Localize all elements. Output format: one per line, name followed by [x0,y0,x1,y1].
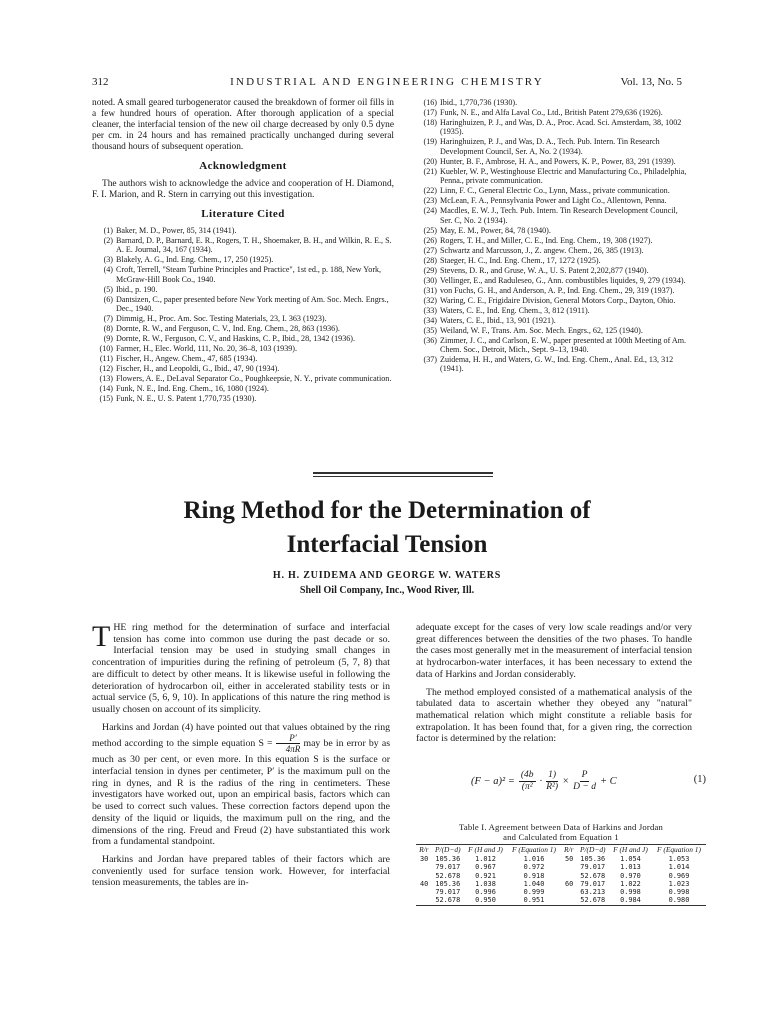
reference-number: (32) [423,295,437,305]
harkins-text-b: may be in error by as much as 30 per cent, or even more. In this equation S is the surface or interfacial tension in dynes per centimeter, P′ is the maximum pull on the ring in dynes, and R is the radius of the ring in centimeters. These investigators have worked out, upon an empirical basis, factors which can be used to correct such values. These correction factors depend upon the density of the liquid or liquids, the maximum pull on the ring, and the dimensions of the ring. Freud and Freud (2) have substantiated this work from a fundamental standpoint. [92,738,391,848]
inline-fraction-num: P′ [276,733,301,744]
reference-item [416,226,692,235]
journal-name: INDUSTRIAL AND ENGINEERING CHEMISTRY [230,76,544,88]
table-row [416,855,706,863]
reference-item [92,374,394,383]
reference-number: (27) [423,245,437,255]
reference-number: (9) [103,334,113,344]
reference-item [416,296,692,305]
table-header-cell: F (H and J) [468,845,503,854]
reference-text: Barnard, D. P., Barnard, E. R., Rogers, T. H., Shoemaker, B. H., and Wilkin, R. E., S. A. E. Journal, 34, 167 (1934). [116,235,392,255]
table-caption-line-1: Table I. Agreement between Data of Harkins and Jordan [458,822,663,832]
reference-item [92,324,394,333]
reference-number: (12) [99,364,113,374]
reference-number: (2) [103,235,113,245]
article-left-column [92,622,390,895]
table-header-cell: F (H and J) [613,845,648,854]
reference-item [416,336,692,355]
reference-text: Baker, M. D., Power, 85, 314 (1941). [116,225,237,235]
reference-number: (26) [423,235,437,245]
reference-item [416,266,692,275]
article-divider [313,472,493,474]
table-cell [561,888,577,896]
reference-item [92,354,394,363]
table-cell: 60 [564,879,574,888]
reference-item [416,316,692,325]
reference-number: (21) [423,166,437,176]
reference-number: (16) [423,98,437,107]
table-1 [416,822,706,906]
table-cell [416,888,432,896]
reference-number: (31) [423,285,437,295]
reference-text: Linn, F. C., General Electric Co., Lynn, Mass., private communication. [440,186,670,196]
reference-number: (4) [103,265,113,275]
reference-text: Farmer, H., Elec. World, 111, No. 20, 36–8, 103 (1939). [116,344,298,354]
reference-item [92,265,394,284]
table-cell: 0.998 [668,888,690,897]
table-cell [416,863,432,871]
table-cell: 0.950 [475,896,496,905]
reference-number: (19) [423,137,437,147]
eq-dot: · [539,776,543,787]
table-cell: 1.022 [620,879,641,888]
table-header-cell: P/(D−d) [579,845,606,854]
table-cell: 105.36 [435,879,461,888]
table-cell: 79.017 [435,863,461,872]
eq-fraction-1: $\frac{(4b}{\text{(π²}}$ [520,770,534,792]
table-cell: 0.980 [668,896,690,905]
reference-text: Kuebler, W. P., Westinghouse Electric and Manufacturing Co., Philadelphia, Penna., private communication. [440,166,687,186]
reference-item [416,137,692,156]
table-header-cell: F (Equation 1) [512,845,556,854]
table-cell [561,896,577,904]
table-cell: 79.017 [580,879,606,888]
reference-text: Haringhuizen, P. J., and Was, D. A., Proc. Acad. Sci. Amsterdam, 38, 1002 (1935). [440,118,682,137]
reference-item [416,98,692,107]
reference-list-right [416,98,692,374]
reference-text: Staeger, H. C., Ind. Eng. Chem., 17, 1272 (1925). [440,255,601,265]
reference-item [92,295,394,314]
reference-text: Zimmer, J. C., and Carlson, E. W., paper presented at 100th Meeting of Am. Chem. Soc., Detroit, Mich., Sept. 9–13, 1940. [440,335,687,355]
table-row [416,888,706,896]
equation-1 [416,766,706,794]
reference-number: (10) [99,344,113,354]
table-cell: 52.678 [435,896,461,905]
reference-item [416,157,692,166]
reference-number: (18) [423,118,437,127]
table-row [416,872,706,880]
reference-text: Funk, N. E., Ind. Eng. Chem., 16, 1080 (1924). [116,384,269,394]
reference-item [416,355,692,374]
harkins-paragraph [92,722,390,848]
reference-text: Macdles, E. W. J., Tech. Pub. Intern. Tin Research Development Council, Ser. C, No. 2 (1934). [440,206,678,225]
reference-text: Dornte, R. W., and Ferguson, C. V., Ind. Eng. Chem., 28, 863 (1936). [116,324,340,334]
reference-number: (22) [423,186,437,196]
closing-paragraph: noted. A small geared turbogenerator caused the breakdown of former oil fills in a few hundred hours of operation. After thorough application of a special cleaner, the interfacial tension of the new oil charge decreased by only 0.5 dyne per cm. in 24 hours and has remained practically unchanged during several thousand hours of subsequent operation. [92,98,394,153]
reference-text: Dantsizen, C., paper presented before New York meeting of Am. Soc. Mech. Engrs., Dec., 1940. [116,294,389,314]
table-bottom-rule [416,905,706,906]
reference-number: (35) [423,325,437,335]
table-cell: 1.054 [620,855,641,863]
reference-item [92,384,394,393]
reference-number: (36) [423,335,437,345]
reference-item [416,246,692,255]
eq-fraction-2: $\frac{1)}{\text{R²)}}$ [546,770,559,792]
reference-number: (24) [423,206,437,216]
table-cell: 30 [420,855,429,863]
reference-item [416,306,692,315]
title-line-1: Ring Method for the Determination of [183,497,591,524]
reference-item [92,344,394,353]
reference-text: Dornte, R. W., Ferguson, C. V., and Haskins, C. P., Ibid., 28, 1342 (1936). [116,334,356,344]
reference-number: (3) [103,255,113,265]
table-cell: 63.213 [580,888,606,897]
reference-number: (29) [423,265,437,275]
table-cell: 105.36 [435,855,461,863]
reference-text: Dimmig, H., Proc. Am. Soc. Testing Materials, 23, I. 363 (1923). [116,314,327,324]
reference-number: (1) [103,225,113,235]
equation-number: (1) [693,774,706,785]
reference-number: (11) [99,354,113,364]
inline-fraction [276,733,301,754]
table-cell: 0.972 [523,863,545,872]
reference-number: (25) [423,225,437,235]
reference-number: (17) [423,108,437,117]
reference-number: (6) [103,294,113,304]
table-cell: 52.678 [580,871,606,880]
table-row [416,880,706,888]
table-cell [416,872,432,880]
table-caption [416,822,706,842]
table-cell: 1.013 [620,863,641,872]
eq-fraction-3: $\frac{P}{D - d}$ [573,770,596,792]
drop-cap: T [92,620,111,653]
reference-text: Funk, N. E., and Alfa Laval Co., Ltd., British Patent 279,636 (1926). [440,108,663,117]
reference-number: (30) [423,275,437,285]
reference-item [416,108,692,117]
table-cell: 0.967 [475,863,496,872]
reference-item [92,236,394,255]
title-line-2: Interfacial Tension [286,531,488,558]
reference-number: (8) [103,324,113,334]
literature-cited-heading: Literature Cited [201,207,285,220]
reference-item [92,314,394,323]
article-authors: H. H. ZUIDEMA AND GEORGE W. WATERS [272,570,502,581]
acknowledgment-text: The authors wish to acknowledge the advice and cooperation of H. Diamond, F. I. Marion, and R. Stern in carrying out this investigation. [92,178,394,200]
reference-text: May, E. M., Power, 84, 78 (1940). [440,225,551,235]
reference-item [92,394,394,403]
reference-text: Haringhuizen, P. J., and Was, D. A., Tech. Pub. Intern. Tin Research Development Council, Ser. A, No. 2 (1934). [440,137,660,156]
prev-article-left-column [92,98,394,404]
reference-item [416,256,692,265]
reference-text: Waring, C. E., Frigidaire Division, General Motors Corp., Dayton, Ohio. [440,295,676,305]
reference-text: Hunter, B. F., Ambrose, H. A., and Powers, K. P., Power, 83, 291 (1939). [440,156,676,166]
table-cell: 1.014 [668,863,690,872]
table-cell: 79.017 [435,888,461,897]
reference-item [416,186,692,195]
reference-item [92,364,394,373]
reference-item [416,196,692,205]
reference-number: (33) [423,305,437,315]
table-cell: 1.012 [475,855,496,863]
reference-number: (34) [423,315,437,325]
reference-text: Ibid., 1,770,736 (1930). [440,98,518,107]
table-cell: 40 [420,879,429,888]
reference-item [416,286,692,295]
equation-body [471,770,617,793]
volume-issue: Vol. 13, No. 5 [620,76,682,88]
table-caption-line-2: and Calculated from Equation 1 [503,832,619,842]
reference-item [92,255,394,264]
table-cell: 0.998 [620,888,641,897]
method-paragraph: The method employed consisted of a mathematical analysis of the tabulated data to ascertain whether they obeyed any "natural" mathematical relation which might constitute a reliable basis for extrapolation. It has been found that, for a given ring, the correction factor is determined by the relation: [416,686,692,745]
eq-times: × [562,776,570,787]
table-cell: 1.040 [523,879,545,888]
table-header-row [416,845,706,855]
eq-lhs: (F − a)² = [471,776,515,787]
prev-article-right-column [416,98,692,374]
reference-number: (14) [99,384,113,394]
reference-text: Blakely, A. G., Ind. Eng. Chem., 17, 250 (1925). [116,255,274,265]
inline-fraction-den: 4πR [285,744,301,755]
table-header-cell: P/(D−d) [435,845,461,854]
reference-number: (7) [103,314,113,324]
reference-item [92,285,394,294]
reference-text: Waters, C. E., Ind. Eng. Chem., 3, 812 (1911). [440,305,590,315]
reference-text: Ibid., p. 190. [116,284,158,294]
table-cell: 0.921 [475,871,496,880]
reference-item [92,334,394,343]
article-divider-thin [313,476,493,477]
table-cell: 52.678 [580,896,606,905]
reference-list-left [92,226,394,404]
table-cell: 1.038 [475,879,496,888]
reference-text: Waters, C. E., Ibid., 13, 901 (1921). [440,315,556,325]
table-header-cell: R/r [419,845,429,854]
table-row [416,896,706,904]
table-header-cell: F (Equation 1) [657,845,701,854]
reference-number: (15) [99,394,113,404]
reference-text: von Fuchs, G. H., and Anderson, A. P., Ind. Eng. Chem., 29, 319 (1937). [440,285,675,295]
intro-text: HE ring method for the determination of surface and interfacial tension has come into common use during the past decade or so. Interfacial tension may be used in studying small changes in concentration of impurities during the refining of petroleum (5, 7, 8) that are difficult to detect by other means. It is likewise useful in following the deterioration of hydrocarbon oil, either in accelerated stability tests or in actual service (5, 6, 9, 10). In applications of this nature the ring method is usually chosen on account of its simplicity. [92,622,390,715]
reference-number: (13) [99,374,113,384]
table-cell: 0.999 [523,888,545,897]
table-cell: 1.016 [523,855,545,863]
table-cell: 0.996 [475,888,496,897]
table-cell: 0.951 [523,896,545,905]
table-cell: 0.970 [620,871,641,880]
reference-item [92,226,394,235]
table-cell: 0.918 [523,871,545,880]
table-cell [561,872,577,880]
table-body [416,855,706,905]
table-cell: 105.36 [580,855,606,863]
reference-item [416,206,692,225]
reference-text: McLean, F. A., Pennsylvania Power and Light Co., Allentown, Penna. [440,196,667,206]
eq-tail: + C [599,776,617,787]
table-cell: 1.053 [668,855,690,863]
adequate-paragraph: adequate except for the cases of very low scale readings and/or very great differences between the densities of the two phases. To handle the cases most generally met in the measurement of interfacial tension at hydrocarbon-water interfaces, it has been necessary to extend the data of Harkins and Jordan considerably. [416,622,692,680]
table-cell: 1.023 [668,879,690,888]
table-cell [416,896,432,904]
article-right-column [416,622,692,751]
reference-number: (28) [423,255,437,265]
reference-text: Rogers, T. H., and Miller, C. E., Ind. Eng. Chem., 19, 308 (1927). [440,235,653,245]
reference-text: Weiland, W. F., Trans. Am. Soc. Mech. Engrs., 62, 125 (1940). [440,325,643,335]
reference-number: (20) [423,156,437,166]
table-cell: 50 [564,855,574,863]
table-row [416,863,706,871]
harkins-text-a: Harkins and Jordan (4) have pointed out that values obtained by the ring method according to the simple equation S = [92,721,390,750]
table-cell [561,863,577,871]
table-header-cell: R/r [564,845,574,854]
reference-item [416,276,692,285]
running-header [92,76,682,92]
reference-number: (23) [423,196,437,206]
table-cell: 52.678 [435,871,461,880]
reference-text: Croft, Terrell, "Steam Turbine Principles and Practice", 1st ed., p. 188, New York, McGraw-Hill Book Co., 1940. [116,265,382,284]
reference-number: (37) [423,355,437,365]
article-title [92,494,682,562]
acknowledgment-heading: Acknowledgment [199,160,287,173]
article-affiliation: Shell Oil Company, Inc., Wood River, Ill. [299,585,475,596]
table-cell: 0.984 [620,896,641,905]
tables-paragraph: Harkins and Jordan have prepared tables of their factors which are conveniently used for surface tension work. However, for interfacial tension measurements, the tables are in- [92,853,390,889]
table-grid [416,845,706,905]
reference-item [416,236,692,245]
reference-text: Schwartz and Marcusson, J., Z. angew. Chem., 26, 385 (1913). [440,245,644,255]
reference-text: Stevens, D. R., and Gruse, W. A., U. S. Patent 2,202,877 (1940). [440,265,649,275]
reference-text: Flowers, A. E., DeLaval Separator Co., Poughkeepsie, N. Y., private communication. [116,374,392,384]
reference-text: Funk, N. E., U. S. Patent 1,770,735 (1930). [116,394,257,404]
reference-item [416,118,692,137]
page-number: 312 [92,76,109,88]
reference-item [416,326,692,335]
table-cell: 0.969 [668,871,690,880]
reference-text: Vellinger, E., and Raduleseo, G., Ann. combustibles liquides, 9, 279 (1934). [440,275,686,285]
reference-text: Zuidema, H. H., and Waters, G. W., Ind. Eng. Chem., Anal. Ed., 13, 312 (1941). [440,355,674,374]
intro-paragraph [92,622,390,716]
reference-number: (5) [103,284,113,294]
reference-text: Fischer, H., and Leopoldi, G., Ibid., 47, 90 (1934). [116,364,280,374]
table-cell: 79.017 [580,863,606,872]
reference-text: Fischer, H., Angew. Chem., 47, 685 (1934). [116,354,258,364]
reference-item [416,167,692,186]
